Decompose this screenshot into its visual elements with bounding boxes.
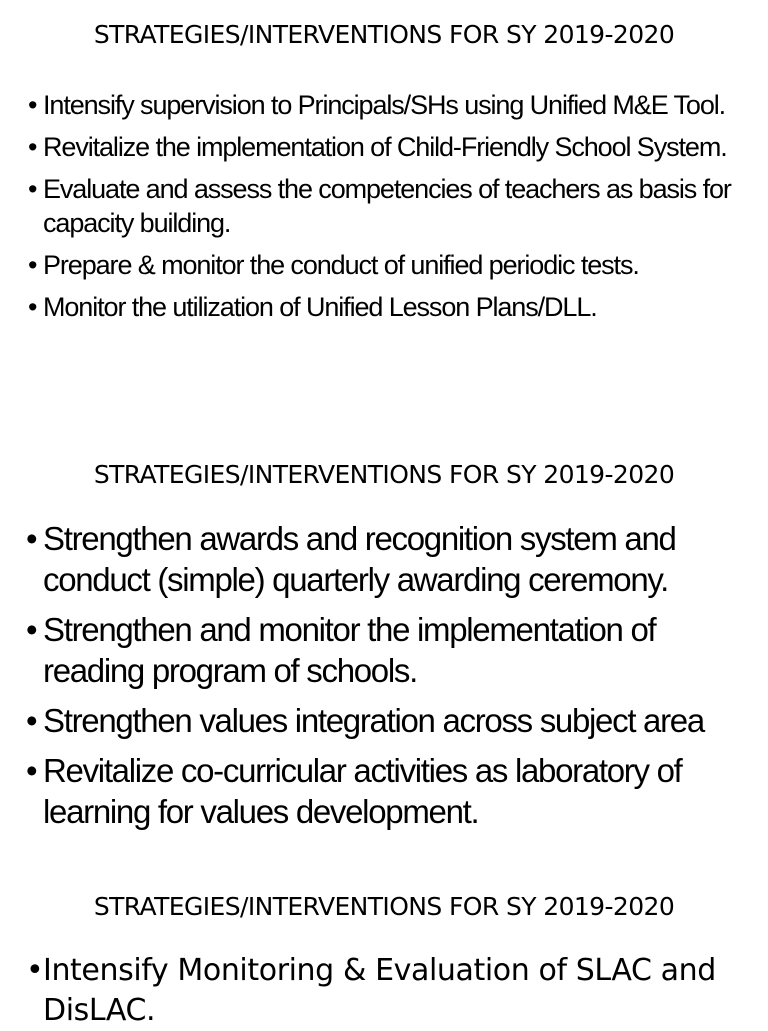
bullet-icon: •	[28, 250, 37, 280]
bullet-icon: •	[28, 292, 37, 322]
bullet-icon: •	[26, 520, 37, 557]
bullet-list	[28, 88, 763, 332]
bullet-item	[28, 172, 763, 240]
bullet-text: Evaluate and assess the competencies of teachers as basis for capacity building.	[43, 174, 731, 238]
bullet-text: Intensify supervision to Principals/SHs using Unified M&E Tool.	[43, 90, 726, 120]
bullet-icon: •	[26, 953, 44, 988]
slide-title: STRATEGIES/INTERVENTIONS FOR SY 2019-2020	[93, 892, 675, 921]
bullet-icon: •	[28, 174, 37, 204]
bullet-item	[28, 290, 763, 324]
bullet-item	[28, 130, 763, 164]
slide-title: STRATEGIES/INTERVENTIONS FOR SY 2019-2020	[93, 460, 675, 489]
bullet-text: Prepare & monitor the conduct of unified periodic tests.	[43, 250, 639, 280]
bullet-icon: •	[28, 90, 37, 120]
bullet-text: Strengthen awards and recognition system and conduct (simple) quarterly awarding ceremony.	[43, 520, 676, 598]
bullet-icon: •	[26, 611, 37, 648]
bullet-text: Strengthen and monitor the implementation of reading program of schools.	[43, 611, 656, 689]
bullet-item	[26, 609, 761, 691]
bullet-item	[26, 951, 746, 1031]
bullet-list	[26, 518, 761, 841]
bullet-text: Revitalize the implementation of Child-Friendly School System.	[43, 132, 727, 162]
bullet-item	[26, 700, 761, 741]
bullet-icon: •	[26, 752, 37, 789]
bullet-list	[26, 951, 746, 1031]
bullet-item	[26, 750, 761, 832]
bullet-item	[28, 88, 763, 122]
bullet-item	[28, 248, 763, 282]
bullet-item	[26, 518, 761, 600]
slide-title: STRATEGIES/INTERVENTIONS FOR SY 2019-2020	[93, 20, 675, 49]
bullet-icon: •	[28, 132, 37, 162]
bullet-icon: •	[26, 702, 37, 739]
bullet-text: Revitalize co-curricular activities as laboratory of learning for values development.	[43, 752, 682, 830]
bullet-text: Strengthen values integration across subject area	[43, 702, 704, 739]
bullet-text: Monitor the utilization of Unified Lesson Plans/DLL.	[43, 292, 597, 322]
bullet-text: Intensify Monitoring & Evaluation of SLAC and DisLAC.	[43, 953, 716, 1028]
